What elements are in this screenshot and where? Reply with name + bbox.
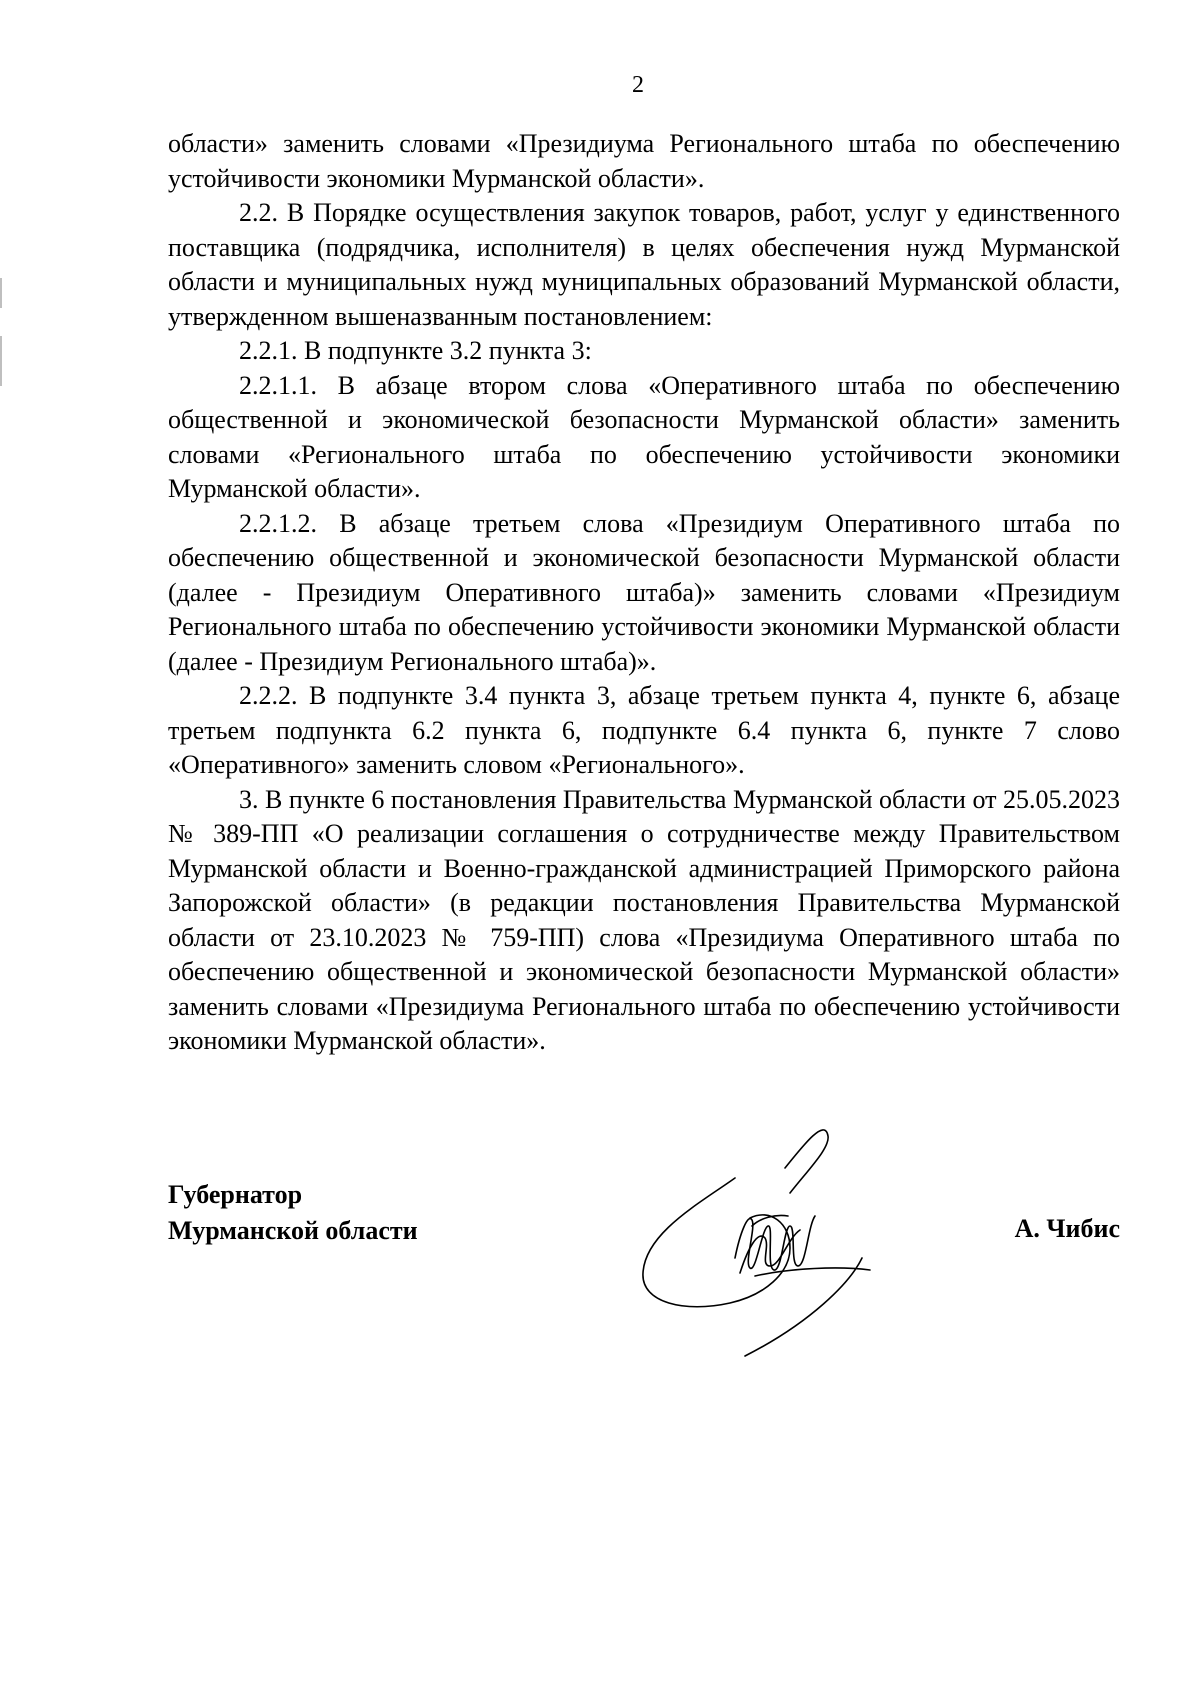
scan-edge-mark [0, 336, 2, 386]
paragraph: 2.2. В Порядке осуществления закупок товаров, работ, услуг у единственного поставщика (подрядчика, исполнителя) в целях обеспечения нужд Мурманской области и муниципальных нужд муниципальных образований Мурманской области, утвержденном вышеназванным постановлением: [168, 198, 1120, 331]
signer-title-line: Мурманской области [168, 1216, 418, 1245]
signer-title [168, 1177, 418, 1249]
paragraph: 2.2.1.1. В абзаце втором слова «Оперативного штаба по обеспечению общественной и экономической безопасности Мурманской области» заменить словами «Регионального штаба по обеспечению устойчивости экономики Мурманской области». [168, 370, 1120, 503]
document-body [168, 127, 1120, 1059]
page-number: 2 [632, 72, 644, 98]
signer-name: А. Чибис [1014, 1214, 1120, 1243]
paragraph: 3. В пункте 6 постановления Правительства Мурманской области от 25.05.2023 № 389-ПП «О реализации соглашения о сотрудничестве между Правительством Мурманской области и Военно-гражданской администрацией Приморского района Запорожской области» (в редакции постановления Правительства Мурманской области от 23.10.2023 № 759-ПП) слова «Президиума Оперативного штаба по обеспечению общественной и экономической безопасности Мурманской области» заменить словами «Президиума Регионального штаба по обеспечению устойчивости экономики Мурманской области». [168, 784, 1120, 1055]
paragraph: области» заменить словами «Президиума Регионального штаба по обеспечению устойчивости экономики Мурманской области». [168, 129, 1120, 193]
scan-edge-mark [0, 278, 2, 308]
signer-title-line: Губернатор [168, 1180, 303, 1209]
handwritten-signature [640, 1108, 930, 1358]
paragraph: 2.2.1. В подпункте 3.2 пункта 3: [239, 336, 592, 365]
paragraph: 2.2.2. В подпункте 3.4 пункта 3, абзаце третьем пункта 4, пункте 6, абзаце третьем подпункта 6.2 пункта 6, подпункте 6.4 пункта 6, пункте 7 слово «Оперативного» заменить словом «Регионального». [168, 681, 1120, 779]
paragraph: 2.2.1.2. В абзаце третьем слова «Президиум Оперативного штаба по обеспечению общественной и экономической безопасности Мурманской области (далее - Президиум Оперативного штаба)» заменить словами «Президиум Регионального штаба по обеспечению устойчивости экономики Мурманской области (далее - Президиум Регионального штаба)». [168, 508, 1120, 676]
